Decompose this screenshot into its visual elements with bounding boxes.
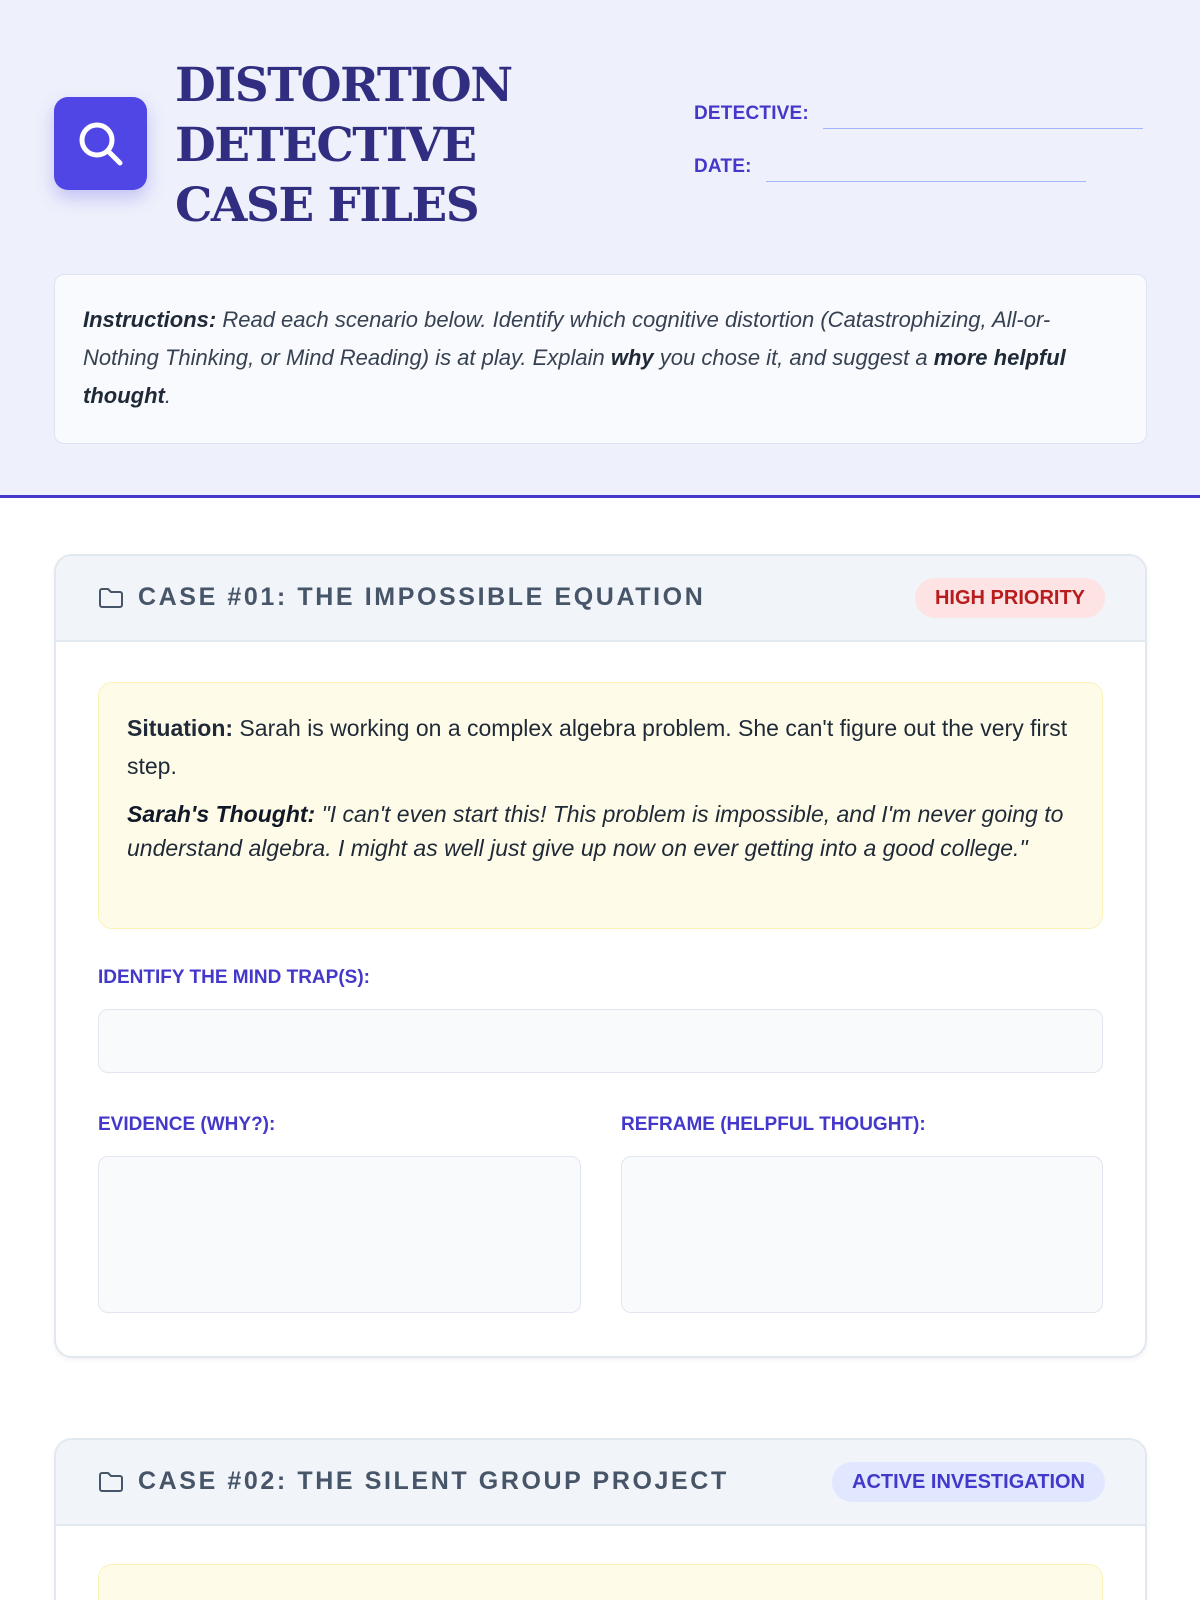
logo-tile xyxy=(54,97,147,190)
identify-label: IDENTIFY THE MIND TRAP(S): xyxy=(98,967,370,988)
instructions-why: why xyxy=(610,345,654,370)
situation-box xyxy=(98,1564,1103,1600)
case-card xyxy=(54,554,1147,1358)
case-title: CASE #02: THE SILENT GROUP PROJECT xyxy=(138,1467,729,1495)
case-title: CASE #01: THE IMPOSSIBLE EQUATION xyxy=(138,583,706,611)
thought-paragraph xyxy=(127,797,1074,865)
detective-line[interactable] xyxy=(823,128,1143,129)
priority-badge: HIGH PRIORITY xyxy=(915,578,1105,618)
reframe-label: REFRAME (HELPFUL THOUGHT): xyxy=(621,1114,926,1135)
evidence-input[interactable] xyxy=(98,1156,581,1313)
date-field[interactable] xyxy=(694,154,1086,184)
case-card xyxy=(54,1438,1147,1600)
reframe-input[interactable] xyxy=(621,1156,1103,1313)
situation-box xyxy=(98,682,1103,929)
case-header xyxy=(56,1440,1145,1526)
instructions-text-1: Read each scenario below. Identify which cognitive distortion (Catastrophizing, All-or-Nothing Thinking, or Mind Reading) is at play. Explain xyxy=(83,307,1051,370)
situation-paragraph xyxy=(127,709,1074,785)
date-line[interactable] xyxy=(766,181,1086,182)
instructions-text-3: . xyxy=(164,383,171,408)
folder-icon xyxy=(98,586,124,610)
worksheet-header xyxy=(0,0,1200,498)
thought-text: "I can't even start this! This problem is impossible, and I'm never going to understand algebra. I might as well just give up now on ever getting into a good college." xyxy=(127,801,1064,861)
instructions-lead: Instructions: xyxy=(83,307,217,332)
date-label: DATE: xyxy=(694,156,752,177)
instructions-helpful: more helpful thought xyxy=(83,345,1066,408)
status-badge: ACTIVE INVESTIGATION xyxy=(832,1462,1105,1502)
situation-text: Sarah is working on a complex algebra problem. She can't figure out the very first step. xyxy=(127,715,1068,779)
search-icon xyxy=(75,118,126,169)
instructions-box xyxy=(54,274,1147,444)
instructions-text-2: you chose it, and suggest a xyxy=(653,345,934,370)
page-title: DISTORTION DETECTIVE CASE FILES xyxy=(175,58,512,233)
thought-label: Sarah's Thought: xyxy=(127,801,316,827)
evidence-label: EVIDENCE (WHY?): xyxy=(98,1114,276,1135)
case-header xyxy=(56,556,1145,642)
detective-field[interactable] xyxy=(694,101,1143,131)
situation-label: Situation: xyxy=(127,715,234,741)
folder-icon xyxy=(98,1470,124,1494)
detective-label: DETECTIVE: xyxy=(694,103,809,124)
identify-input[interactable] xyxy=(98,1009,1103,1073)
